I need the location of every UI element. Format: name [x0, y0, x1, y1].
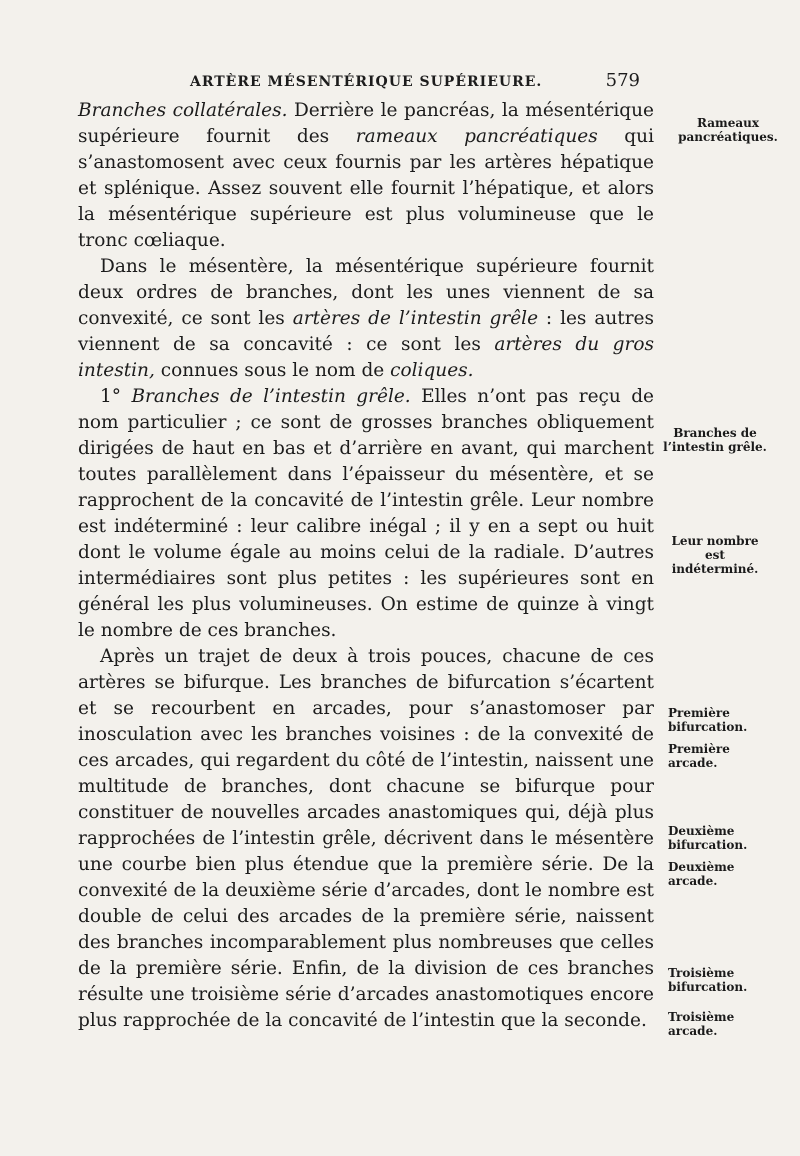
paragraph-text-italic: artères de l’intestin grêle: [292, 308, 539, 329]
margin-note: Troisième bifurcation.: [668, 966, 748, 994]
paragraph-text: Elles n’ont pas reçu de nom particulier ; ce sont de grosses branches obliquement dirigées de haut en bas et d’arrière en avant, qui marchent toutes parallèlement dans l’épaisseur du mésentère, et se rapprochent de la concavité de l’intestin grêle. Leur nombre est indéterminé : leur calibre inégal ; il y en a sept ou huit dont le volume égale au moins celui de la radiale. D’autres intermédiaires sont plus petites : les supérieures sont en général les plus volumineuses. On estime de quinze à vingt le nombre de ces branches.: [78, 386, 655, 641]
paragraph-text: : les autres viennent de sa concavité : ce sont les: [78, 308, 654, 355]
paragraph-text: qui s’anastomosent avec ceux fournis par les artères hépatique et splénique. Assez souvent elle fournit l’hépatique, et alors la mésentérique supérieure est plus volumineuse que le tronc cœliaque.: [78, 126, 654, 251]
paragraph-text: connues sous le nom de: [154, 360, 391, 381]
paragraph-small-intestine-branches: [78, 384, 654, 644]
paragraph-text: Derrière le pancréas, la mésentérique supérieure fournit des: [78, 100, 654, 147]
paragraph-collateral-branches: [78, 98, 654, 254]
paragraph-text-italic: rameaux pancréatiques: [355, 126, 598, 147]
margin-note: Deuxième arcade.: [668, 860, 735, 888]
margin-note: Première bifurcation.: [668, 706, 748, 734]
page-header: [100, 70, 660, 94]
paragraph-text: Dans le mésentère, la mésentérique supérieure fournit deux ordres de branches, dont les unes viennent de sa convexité, ce sont les: [78, 256, 654, 329]
paragraph-text-italic: artères du gros intestin,: [78, 334, 654, 381]
running-head: ARTÈRE MÉSENTÉRIQUE SUPÉRIEURE.: [190, 74, 543, 90]
paragraph-mesentery: [78, 254, 654, 384]
paragraph-text-italic: Branches collatérales.: [78, 100, 288, 121]
margin-note: Troisième arcade.: [668, 1010, 735, 1038]
paragraph-arcades: [78, 644, 654, 1034]
margin-note: Première arcade.: [668, 742, 730, 770]
page-body: [78, 98, 654, 1034]
paragraph-text: Après un trajet de deux à trois pouces, chacune de ces artères se bifurque. Les branches de bifurcation s’écartent et se recourbent en arcades, pour s’anastomoser par inosculation avec les branches voisines : de la convexité de ces arcades, qui regardent du côté de l’intestin, naissent une multitude de branches, dont chacune se bifurque pour constituer de nouvelles arcades anastomiques qui, déjà plus rapprochées de l’intestin grêle, décrivent dans le mésentère une courbe bien plus étendue que la première série. De la convexité de la deuxième série d’arcades, dont le nombre est double de celui des arcades de la première série, naissent des branches incomparablement plus nombreuses que celles de la première série. Enfin, de la division de ces branches résulte une troisième série d’arcades anastomotiques encore plus rapprochée de la concavité de l’intestin que la seconde.: [78, 646, 654, 1031]
margin-note: Rameaux pancréatiques.: [678, 116, 778, 144]
margin-note: Branches de l’intestin grêle.: [663, 426, 767, 454]
margin-note: Deuxième bifurcation.: [668, 824, 748, 852]
paragraph-text-italic: Branches de l’intestin grêle.: [131, 386, 411, 407]
margin-note: Leur nombre est indéterminé.: [671, 534, 759, 576]
paragraph-text: 1°: [100, 386, 132, 407]
page-number: 579: [605, 70, 640, 91]
paragraph-text-italic: coliques.: [390, 360, 474, 381]
